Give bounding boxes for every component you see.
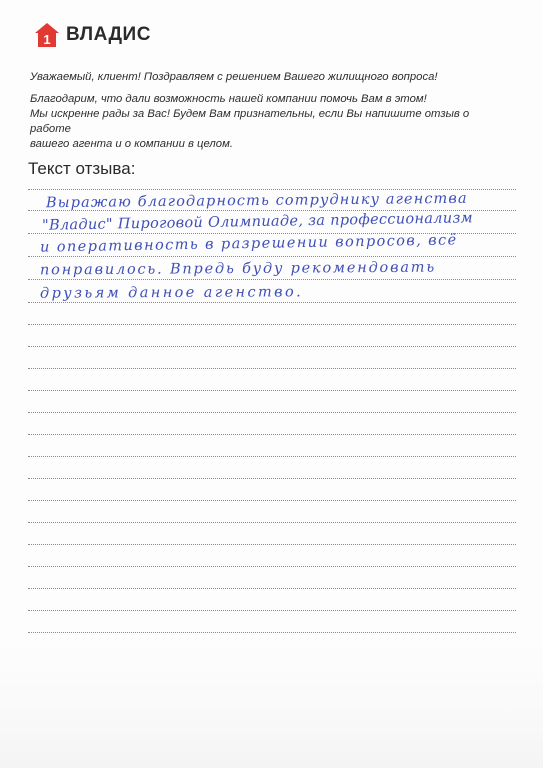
thanks-line: Благодарим, что дали возможность нашей компании помочь Вам в этом! xyxy=(30,93,427,105)
brand-name: ВЛАДИС xyxy=(66,24,151,45)
review-line: понравилось. Впредь буду рекомендовать xyxy=(39,259,437,279)
greeting-line: Уважаемый, клиент! Поздравляем с решением Вашего жилищного вопроса! xyxy=(30,71,438,83)
review-line: Выражаю благодарность сотруднику агенства xyxy=(45,190,468,212)
request-line: Мы искренне рады за Вас! Будем Вам признательны, если Вы напишите отзыв о работе xyxy=(30,108,470,135)
request-line-continued: вашего агента и о компании в целом. xyxy=(30,138,233,150)
review-line: "Владис" Пироговой Олимпиаде, за профессионализм xyxy=(41,210,474,234)
review-line: друзьям данное агенство. xyxy=(39,284,304,302)
review-title: Текст отзыва: xyxy=(28,159,136,178)
logo-number: 1 xyxy=(43,32,51,47)
review-line: и оперативность в разрешении вопросов, всё xyxy=(39,232,458,256)
